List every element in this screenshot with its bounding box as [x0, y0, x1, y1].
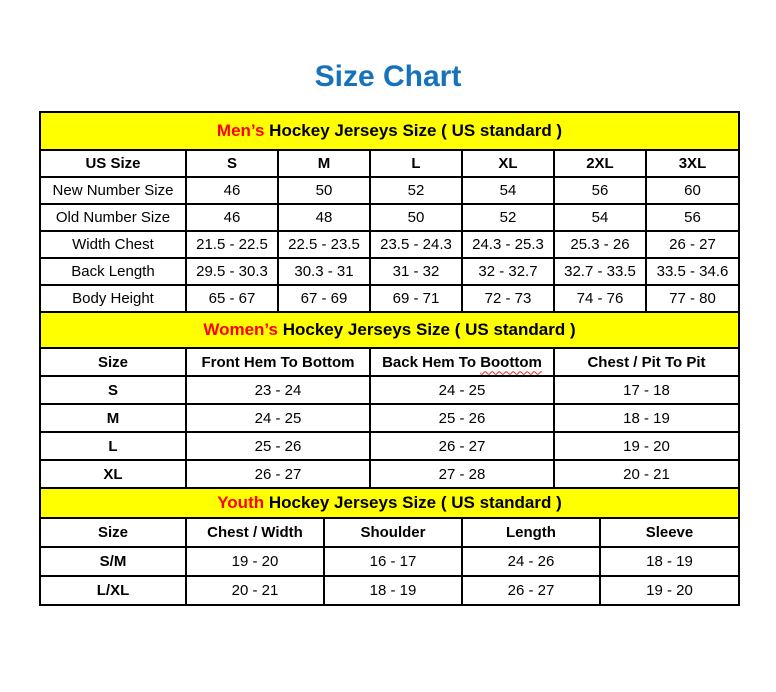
misspelled-word: Boottom	[480, 353, 542, 371]
size-value-cell: 21.5 - 22.5	[186, 231, 278, 258]
size-value-cell: 60	[646, 177, 738, 204]
size-value-cell: 52	[370, 177, 462, 204]
size-value-cell: 25 - 26	[186, 432, 370, 460]
table-row	[41, 231, 738, 258]
size-value-cell: 52	[462, 204, 554, 231]
row-label: XL	[41, 460, 186, 487]
womens-size-table	[41, 349, 738, 487]
size-value-cell: 22.5 - 23.5	[278, 231, 370, 258]
row-label: New Number Size	[41, 177, 186, 204]
table-row	[41, 258, 738, 285]
table-row	[41, 204, 738, 231]
table-row	[41, 460, 738, 487]
size-value-cell: 67 - 69	[278, 285, 370, 311]
column-header: Shoulder	[324, 519, 462, 547]
womens-section-header	[41, 311, 738, 349]
size-value-cell: 74 - 76	[554, 285, 646, 311]
size-value-cell: 24 - 25	[186, 404, 370, 432]
size-chart	[39, 111, 740, 606]
size-value-cell: 48	[278, 204, 370, 231]
size-value-cell: 50	[370, 204, 462, 231]
size-value-cell: 54	[554, 204, 646, 231]
size-value-cell: 65 - 67	[186, 285, 278, 311]
row-label: Back Length	[41, 258, 186, 285]
size-value-cell: 50	[278, 177, 370, 204]
size-value-cell: 31 - 32	[370, 258, 462, 285]
table-row	[41, 576, 738, 604]
column-header: Back Hem To Boottom	[370, 349, 554, 376]
size-value-cell: 32.7 - 33.5	[554, 258, 646, 285]
header-row	[41, 519, 738, 547]
size-value-cell: 25 - 26	[370, 404, 554, 432]
row-label: S	[41, 376, 186, 404]
size-value-cell: 18 - 19	[324, 576, 462, 604]
column-header: Sleeve	[600, 519, 738, 547]
size-value-cell: 18 - 19	[554, 404, 738, 432]
mens-section-title-rest: Hockey Jerseys Size ( US standard )	[264, 121, 563, 140]
row-label: L/XL	[41, 576, 186, 604]
size-value-cell: 19 - 20	[600, 576, 738, 604]
table-row	[41, 547, 738, 576]
size-value-cell: 33.5 - 34.6	[646, 258, 738, 285]
column-header: US Size	[41, 151, 186, 177]
size-value-cell: 26 - 27	[186, 460, 370, 487]
size-value-cell: 19 - 20	[554, 432, 738, 460]
size-value-cell: 24.3 - 25.3	[462, 231, 554, 258]
mens-section-accent: Men’s	[216, 121, 265, 140]
size-value-cell: 20 - 21	[186, 576, 324, 604]
mens-section-header	[41, 113, 738, 151]
size-value-cell: 27 - 28	[370, 460, 554, 487]
column-header: M	[278, 151, 370, 177]
table-row	[41, 376, 738, 404]
size-value-cell: 56	[646, 204, 738, 231]
size-value-cell: 72 - 73	[462, 285, 554, 311]
size-value-cell: 19 - 20	[186, 547, 324, 576]
table-row	[41, 404, 738, 432]
youth-size-table	[41, 519, 738, 604]
size-value-cell: 26 - 27	[462, 576, 600, 604]
row-label: Old Number Size	[41, 204, 186, 231]
size-value-cell: 24 - 25	[370, 376, 554, 404]
youth-section-header	[41, 487, 738, 519]
column-header: Chest / Width	[186, 519, 324, 547]
mens-size-table	[41, 151, 738, 311]
size-value-cell: 23.5 - 24.3	[370, 231, 462, 258]
youth-section-accent: Youth	[217, 493, 265, 512]
row-label: Body Height	[41, 285, 186, 311]
womens-section-accent: Women’s	[203, 320, 278, 339]
youth-section-title-rest: Hockey Jerseys Size ( US standard )	[264, 493, 562, 512]
size-value-cell: 26 - 27	[646, 231, 738, 258]
size-value-cell: 56	[554, 177, 646, 204]
column-header: L	[370, 151, 462, 177]
size-value-cell: 17 - 18	[554, 376, 738, 404]
column-header: Chest / Pit To Pit	[554, 349, 738, 376]
size-value-cell: 29.5 - 30.3	[186, 258, 278, 285]
table-row	[41, 177, 738, 204]
column-header: XL	[462, 151, 554, 177]
size-value-cell: 77 - 80	[646, 285, 738, 311]
size-value-cell: 54	[462, 177, 554, 204]
row-label: S/M	[41, 547, 186, 576]
size-value-cell: 25.3 - 26	[554, 231, 646, 258]
column-header: S	[186, 151, 278, 177]
size-value-cell: 32 - 32.7	[462, 258, 554, 285]
page-title: Size Chart	[314, 60, 462, 93]
column-header: Size	[41, 349, 186, 376]
table-row	[41, 432, 738, 460]
column-header: 2XL	[554, 151, 646, 177]
header-row	[41, 151, 738, 177]
header-row	[41, 349, 738, 376]
size-value-cell: 16 - 17	[324, 547, 462, 576]
size-value-cell: 23 - 24	[186, 376, 370, 404]
womens-section-title-rest: Hockey Jerseys Size ( US standard )	[277, 320, 576, 339]
column-header: Length	[462, 519, 600, 547]
size-value-cell: 26 - 27	[370, 432, 554, 460]
column-header: 3XL	[646, 151, 738, 177]
size-value-cell: 69 - 71	[370, 285, 462, 311]
size-value-cell: 24 - 26	[462, 547, 600, 576]
row-label: Width Chest	[41, 231, 186, 258]
size-value-cell: 30.3 - 31	[278, 258, 370, 285]
row-label: L	[41, 432, 186, 460]
column-header: Front Hem To Bottom	[186, 349, 370, 376]
size-value-cell: 46	[186, 177, 278, 204]
size-value-cell: 18 - 19	[600, 547, 738, 576]
column-header: Size	[41, 519, 186, 547]
row-label: M	[41, 404, 186, 432]
size-value-cell: 20 - 21	[554, 460, 738, 487]
table-row	[41, 285, 738, 311]
size-value-cell: 46	[186, 204, 278, 231]
